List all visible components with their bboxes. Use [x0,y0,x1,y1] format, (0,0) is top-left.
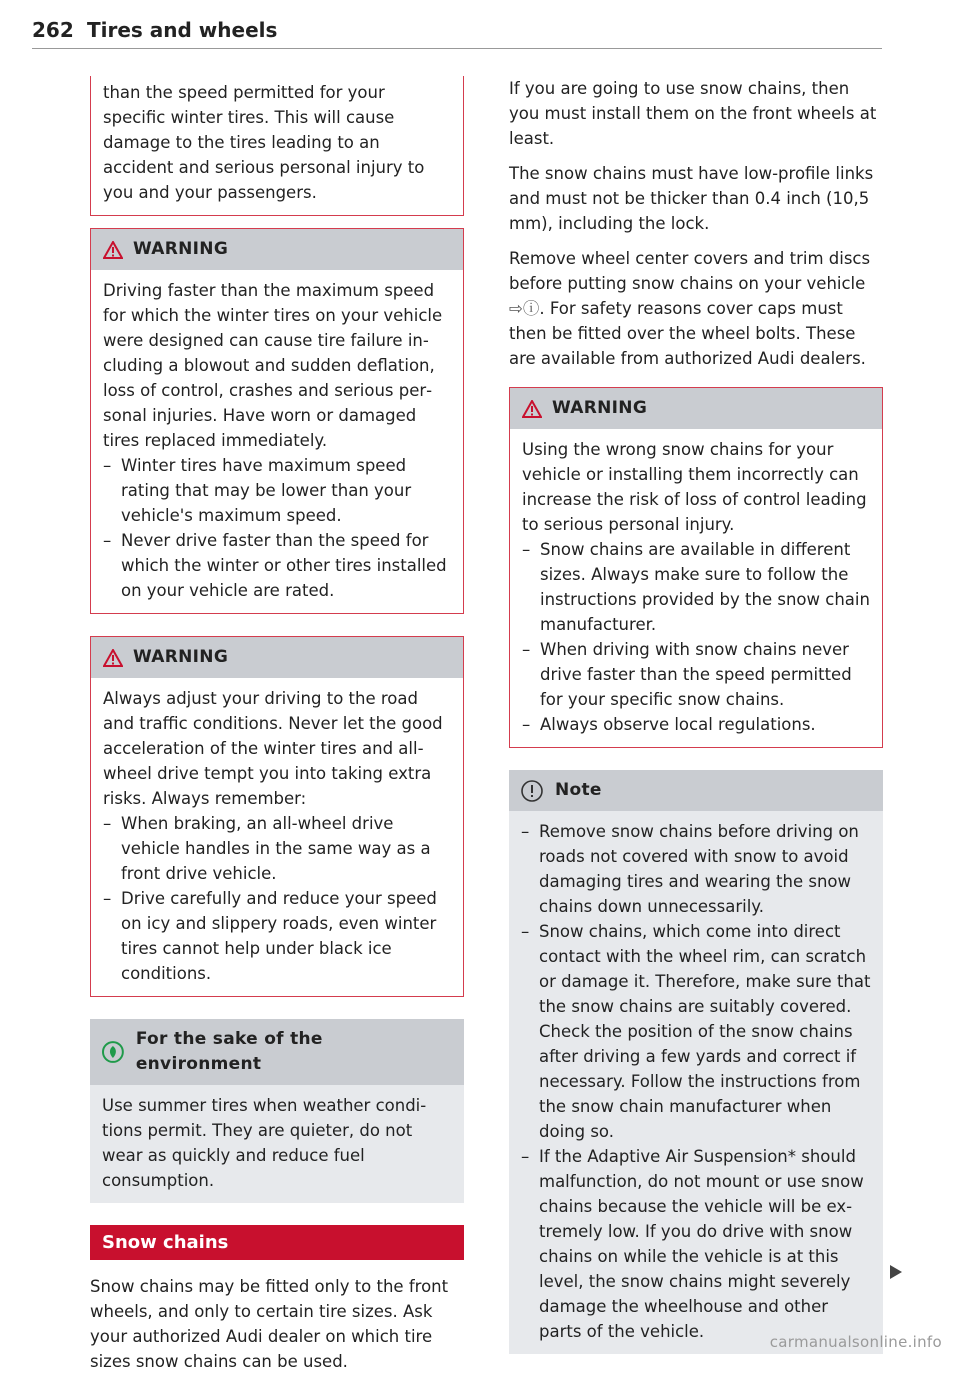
cross-reference-link[interactable]: ⇨ⓘ [509,299,540,318]
warning-triangle-icon [103,241,123,259]
page-number: 262 [32,18,74,42]
list-item: – If the Adaptive Air Suspension* should malfunction, do not mount or use snow chains because the vehicle will be extremely low. If you do drive with snow chains on while the vehicle is at this level, the snow chains might severely damage the wheelhouse and other parts of the vehicle. [521,1144,871,1344]
paragraph [509,246,883,371]
list-item: – Remove snow chains before driving on roads not covered with snow to avoid damaging tires and wearing the snow chains down unnecessarily. [521,819,871,919]
warning-list [522,537,870,737]
environment-title: For the sake of the environment [135,1029,323,1074]
list-item: – Drive carefully and reduce your speed on icy and slippery roads, even winter tires cannot help under black ice conditions. [103,886,451,986]
continue-arrow-icon [890,1265,902,1279]
section-intro-text: Snow chains may be fitted only to the front wheels, and only to certain tire sizes. Ask your authorized Audi dealer on which tire sizes snow chains can be used. [90,1277,449,1371]
warning-body: Always adjust your driving to the road and traffic conditions. Never let the good acceleration of the winter tires and all-wheel drive tempt you into taking extra risks. Always remember: [103,689,443,808]
warning-box-snow-chains [509,387,883,748]
warning-title: WARNING [133,239,229,259]
watermark: carmanualsonline.info [769,1333,942,1351]
note-title: Note [555,780,602,800]
paragraph: The snow chains must have low-profile links and must not be thicker than 0.4 inch (10,5 mm), including the lock. [509,164,874,233]
warning-body: Driving faster than the maximum speed for which the winter tires on your vehicle were designed can cause tire failure including a blowout and sudden deflation, loss of control, crashes and serious personal injuries. Have worn or damaged tires replaced immediately. [103,281,443,450]
warning-list [103,811,451,986]
environment-leaf-icon [102,1041,124,1063]
warning-header [91,637,463,678]
warning-header [91,229,463,270]
paragraph-text: Remove wheel center covers and trim discs before putting snow chains on your vehicle [509,249,871,293]
list-item: – Winter tires have maximum speed rating that may be lower than your vehicle's maximum speed. [103,453,451,528]
warning-header [510,388,882,429]
list-item: – Snow chains are available in different sizes. Always make sure to follow the instructions provided by the snow chain manufacturer. [522,537,870,637]
warning-list [103,453,451,603]
right-column [509,76,883,1376]
warning-title: WARNING [552,398,648,418]
note-header [509,770,883,811]
note-exclamation-icon [521,780,543,802]
environment-body: Use summer tires when weather conditions permit. They are quieter, do not wear as quickly and reduce fuel consumption. [102,1096,427,1190]
paragraph: If you are going to use snow chains, then you must install them on the front wheels at least. [509,79,877,148]
list-item: – Snow chains, which come into direct contact with the wheel rim, can scratch or damage it. Therefore, make sure that the snow chains are suitably covered. Check the position of the snow chains after driving a few yards and correct if necessary. Follow the instructions from the snow chain manufacturer when doing so. [521,919,871,1144]
warning-box-winter-speed [90,228,464,614]
note-box [509,770,883,1354]
page-header [32,18,882,44]
note-list [521,819,871,1344]
warning-box-driving [90,636,464,997]
left-column [90,76,464,1384]
list-item: – When driving with snow chains never drive faster than the speed permitted for your specific snow chains. [522,637,870,712]
paragraph-text: . For safety reasons cover caps must then be fitted over the wheel bolts. These are available from authorized Audi dealers. [509,299,866,368]
chapter-title: Tires and wheels [87,18,278,42]
warning-body: Using the wrong snow chains for your vehicle or installing them incorrectly can increase the risk of loss of control leading to serious personal injury. [522,440,867,534]
warning-triangle-icon [103,649,123,667]
warning-title: WARNING [133,647,229,667]
environment-header [90,1019,464,1085]
continued-warning-text: than the speed permitted for your specific winter tires. This will cause damage to the tires leading to an accident and serious personal injury to you and your passengers. [103,83,425,202]
environment-box [90,1019,464,1203]
list-item: – Always observe local regulations. [522,712,870,737]
list-item: – Never drive faster than the speed for which the winter or other tires installed on your vehicle are rated. [103,528,451,603]
continued-warning-box [90,76,464,216]
section-heading-snow-chains: Snow chains [90,1225,464,1260]
list-item: – When braking, an all-wheel drive vehicle handles in the same way as a front drive vehicle. [103,811,451,886]
header-divider [32,48,882,49]
warning-triangle-icon [522,400,542,418]
